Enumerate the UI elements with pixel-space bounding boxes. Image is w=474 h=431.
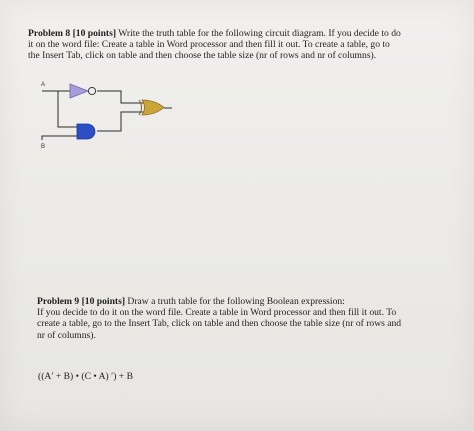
wire-and-to-xor — [97, 112, 145, 131]
problem-9-line-3: create a table, go to the Insert Tab, click on table and then choose the table size (nr of rows and — [37, 318, 402, 330]
input-a-label: A — [41, 82, 46, 88]
problem-9-line-4: nr of columns). — [37, 329, 96, 341]
boolean-expression: ((A′ + B) • (C • A) ′) + B — [38, 371, 134, 382]
problem-9-text — [37, 296, 401, 341]
problem-8-line-2: it on the word file: Create a table in Word processor and then fill it out. To create a table, go to — [28, 39, 390, 51]
problem-9-line-2: If you decide to do it on the word file. Create a table in Word processor and then fill it out. To — [37, 307, 397, 319]
wire-b-to-and — [42, 136, 77, 140]
problem-8-line-3: the Insert Tab, click on table and then choose the table size (nr of rows and nr of columns). — [28, 50, 377, 62]
circuit-diagram — [30, 80, 180, 160]
wires — [42, 91, 172, 140]
problem-9-line-1: Problem 9 [10 points] Draw a truth table for the following Boolean expression: — [37, 296, 345, 307]
problem-8-text — [28, 28, 401, 62]
input-b-label: B — [41, 144, 46, 150]
xor-gate — [139, 100, 164, 115]
problem-8-line-1: Problem 8 [10 points] Write the truth table for the following circuit diagram. If you decide to do — [28, 28, 401, 39]
problem-8-heading: Problem 8 [10 points] — [28, 28, 117, 39]
and-gate — [77, 124, 95, 139]
not-bubble — [88, 87, 95, 94]
wire-not-to-xor — [97, 91, 145, 103]
not-gate — [70, 84, 96, 98]
problem-9-heading: Problem 9 [10 points] — [37, 296, 126, 307]
